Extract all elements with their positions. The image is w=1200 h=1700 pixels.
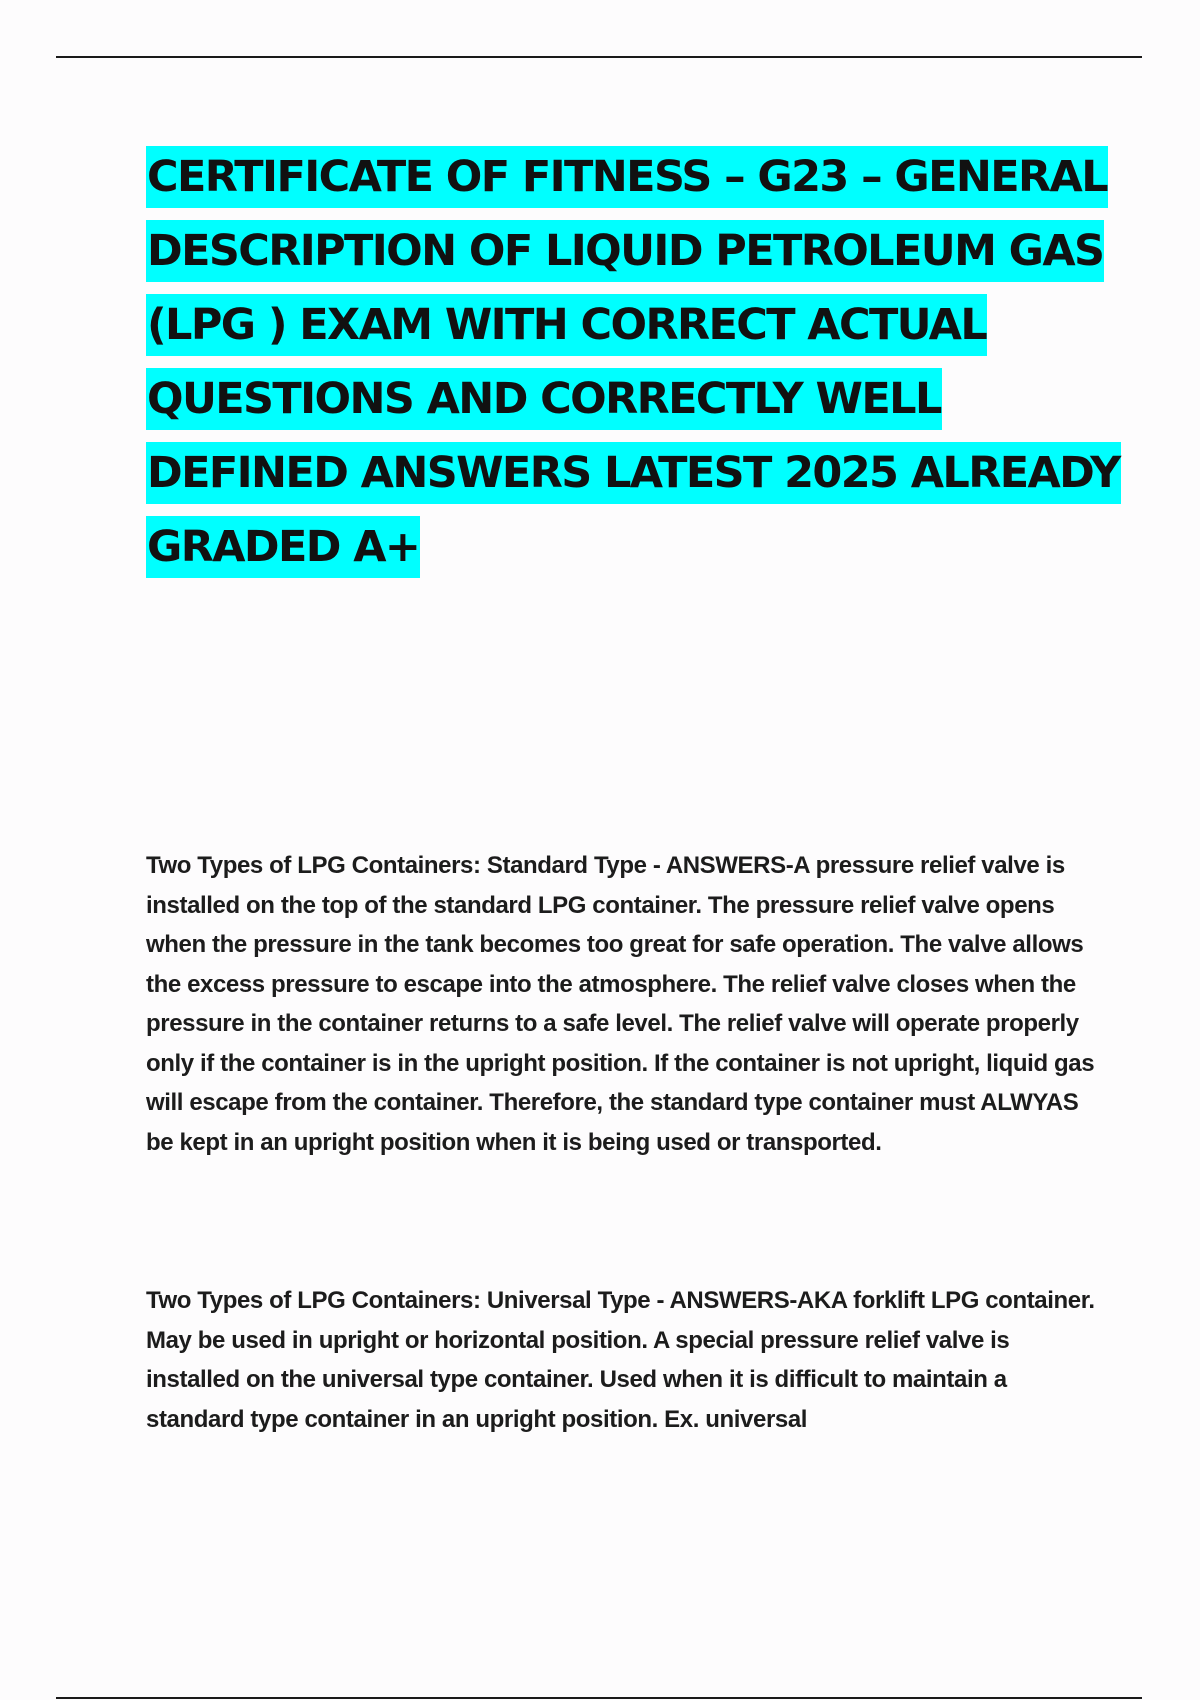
title-line-3: (LPG ) EXAM WITH CORRECT ACTUAL (146, 294, 987, 356)
title-line-5: DEFINED ANSWERS LATEST 2025 ALREADY (146, 442, 1121, 504)
qa-standard-type: Two Types of LPG Containers: Standard Type - ANSWERS-A pressure relief valve is installed on the top of the standard LPG container. The pressure relief valve opens when the pressure in the tank becomes too great for safe operation. The valve allows the excess pressure to escape into the atmosphere. The relief valve closes when the pressure in the container returns to a safe level. The relief valve will operate properly only if the container is in the upright position. If the container is not upright, liquid gas will escape from the container. Therefore, the standard type container must ALWYAS be kept in an upright position when it is being used or transported. (146, 852, 1095, 1156)
title-line-2: DESCRIPTION OF LIQUID PETROLEUM GAS (146, 220, 1104, 282)
footer-rule (56, 1697, 1142, 1699)
title-line-1: CERTIFICATE OF FITNESS – G23 – GENERAL (146, 146, 1108, 208)
title-line-6: GRADED A+ (146, 516, 420, 578)
header-rule (56, 56, 1142, 58)
document-title (146, 146, 1120, 590)
qa-universal-type: Two Types of LPG Containers: Universal Type - ANSWERS-AKA forklift LPG container. May be used in upright or horizontal position. A special pressure relief valve is installed on the universal type container. Used when it is difficult to maintain a standard type container in an upright position. Ex. universal (146, 1287, 1095, 1433)
title-line-4: QUESTIONS AND CORRECTLY WELL (146, 368, 942, 430)
